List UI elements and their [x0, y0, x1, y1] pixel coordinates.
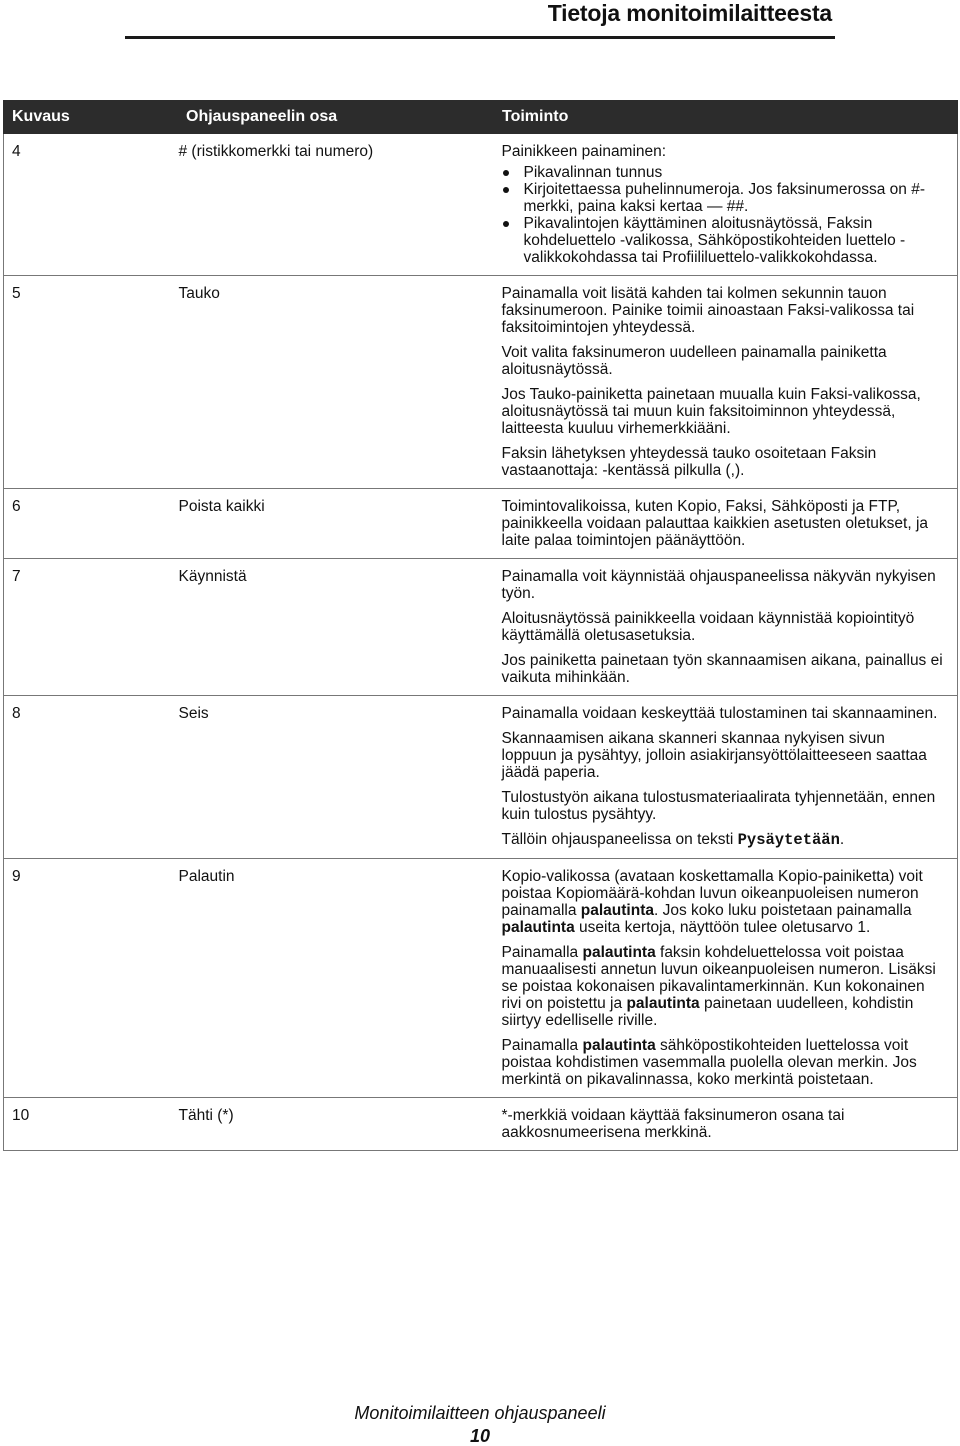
row-function	[495, 1098, 958, 1151]
row-function	[495, 489, 958, 559]
column-header-panel-part: Ohjauspaneelin osa	[179, 101, 495, 134]
page-number: 10	[469, 1426, 491, 1446]
function-paragraph: Faksin lähetyksen yhteydessä tauko osoitetaan Faksin vastaanottaja: -kentässä pilkulla (,).	[501, 445, 877, 479]
row-number: 6	[4, 489, 179, 559]
row-number: 4	[4, 134, 179, 276]
function-paragraph: Painamalla voit lisätä kahden tai kolmen sekunnin tauon faksinumeroon. Painike toimii ainoastaan Faksi-valikossa tai faksitoimintojen yhteydessä.	[501, 285, 915, 336]
text-segment: painetaan uudelleen, kohdistin siirtyy edelliselle riville.	[501, 995, 914, 1029]
row-number: 10	[4, 1098, 179, 1151]
table-row	[4, 489, 958, 559]
function-paragraph: Painamalla voidaan keskeyttää tulostaminen tai skannaaminen.	[501, 705, 938, 722]
function-paragraph: *-merkkiä voidaan käyttää faksinumeron osana tai aakkosnumeerisena merkkinä.	[501, 1107, 845, 1141]
column-header-function: Toiminto	[495, 101, 958, 134]
page-header-title: Tietoja monitoimilaitteesta	[547, 0, 832, 26]
function-paragraph: Jos Tauko-painiketta painetaan muualla kuin Faksi-valikossa, aloitusnäytössä tai muun kuin faksitoiminnon yhteydessä, laitteesta kuuluu virhemerkkiääni.	[501, 386, 921, 437]
bold-term: palautinta	[582, 1037, 656, 1054]
table-row	[4, 696, 958, 859]
table-row	[4, 276, 958, 489]
row-function	[495, 559, 958, 696]
bold-term: palautinta	[582, 944, 656, 961]
row-part: Poista kaikki	[179, 489, 495, 559]
row-function	[495, 696, 958, 859]
list-item: Pikavalinnan tunnus	[502, 164, 944, 181]
row-part: Seis	[179, 696, 495, 859]
function-paragraph	[502, 1037, 944, 1088]
function-paragraph: Voit valita faksinumeron uudelleen painamalla painiketta aloitusnäytössä.	[501, 344, 887, 378]
bold-term: palautinta	[501, 919, 575, 936]
function-paragraph	[502, 868, 944, 936]
function-intro: Painikkeen painaminen:	[501, 143, 667, 160]
row-number: 8	[4, 696, 179, 859]
function-paragraph: Jos painiketta painetaan työn skannaamisen aikana, painallus ei vaikuta mihinkään.	[501, 652, 943, 686]
table-header-row	[4, 101, 958, 134]
function-paragraph: Aloitusnäytössä painikkeella voidaan käynnistää kopiointityö käyttämällä oletusasetuksia.	[501, 610, 915, 644]
function-bullet-list	[502, 164, 944, 266]
function-paragraph-status-text	[502, 831, 944, 849]
row-part: # (ristikkomerkki tai numero)	[179, 134, 495, 276]
text-segment: Tällöin ohjauspaneelissa on teksti	[501, 831, 738, 848]
row-part: Käynnistä	[179, 559, 495, 696]
text-segment: . Jos koko luku poistetaan painamalla	[653, 902, 912, 919]
bold-term: palautinta	[626, 995, 700, 1012]
text-segment: Kopio-valikossa (avataan koskettamalla Kopio-painiketta) voit poistaa Kopiomäärä-kohdan luvun oikeanpuoleisen numeron painamalla	[501, 868, 923, 919]
table-row	[4, 859, 958, 1098]
table-row	[4, 559, 958, 696]
row-function	[495, 134, 958, 276]
header-rule	[125, 36, 835, 39]
list-item: Kirjoitettaessa puhelinnumeroja. Jos faksinumerossa on #-merkki, paina kaksi kertaa — ##.	[502, 181, 944, 215]
row-function	[495, 276, 958, 489]
row-part: Tähti (*)	[179, 1098, 495, 1151]
row-number: 7	[4, 559, 179, 696]
row-function	[495, 859, 958, 1098]
text-segment: .	[839, 831, 845, 848]
text-segment: sähköpostikohteiden luettelossa voit poistaa kohdistimen vasemmalla puolella olevan merkin. Jos merkintä on pikavalinnassa, koko merkintä poistetaan.	[501, 1037, 917, 1088]
function-paragraph: Skannaamisen aikana skanneri skannaa nykyisen sivun loppuun ja pysähtyy, jolloin asiakirjansyöttölaitteeseen saattaa jäädä paperia.	[501, 730, 927, 781]
text-segment: Painamalla	[501, 1037, 583, 1054]
list-item: Pikavalintojen käyttäminen aloitusnäytössä, Faksin kohdeluettelo -valikossa, Sähköpostikohteiden luettelo -valikkokohdassa tai Profiililuettelo-valikkokohdassa.	[502, 215, 944, 266]
column-header-description: Kuvaus	[4, 101, 179, 134]
footer-title: Monitoimilaitteen ohjauspaneeli	[354, 1403, 606, 1423]
function-paragraph: Tulostustyön aikana tulostusmateriaalirata tyhjennetään, ennen kuin tulostus pysähtyy.	[501, 789, 936, 823]
bold-term: palautinta	[580, 902, 654, 919]
table-row	[4, 134, 958, 276]
function-paragraph: Painamalla voit käynnistää ohjauspaneelissa näkyvän nykyisen työn.	[501, 568, 936, 602]
control-panel-table	[3, 100, 958, 1151]
function-paragraph	[502, 944, 944, 1029]
text-segment: Painamalla	[501, 944, 583, 961]
row-number: 9	[4, 859, 179, 1098]
text-segment: faksin kohdeluettelossa voit poistaa manuaalisesti annetun luvun oikeanpuoleisen numeron. Lisäksi se poistaa kokonaisen pikavalintamerkinnän. Kun kokonainen rivi on poistettu ja	[501, 944, 936, 1012]
text-segment: useita kertoja, näyttöön tulee oletusarvo 1.	[574, 919, 871, 936]
display-message-code: Pysäytetään	[737, 831, 840, 849]
function-paragraph: Toimintovalikoissa, kuten Kopio, Faksi, Sähköposti ja FTP, painikkeella voidaan palauttaa kaikkien asetusten oletukset, ja laite palaa toimintojen päänäyttöön.	[501, 498, 929, 549]
table-row	[4, 1098, 958, 1151]
row-part: Tauko	[179, 276, 495, 489]
row-number: 5	[4, 276, 179, 489]
row-part: Palautin	[179, 859, 495, 1098]
